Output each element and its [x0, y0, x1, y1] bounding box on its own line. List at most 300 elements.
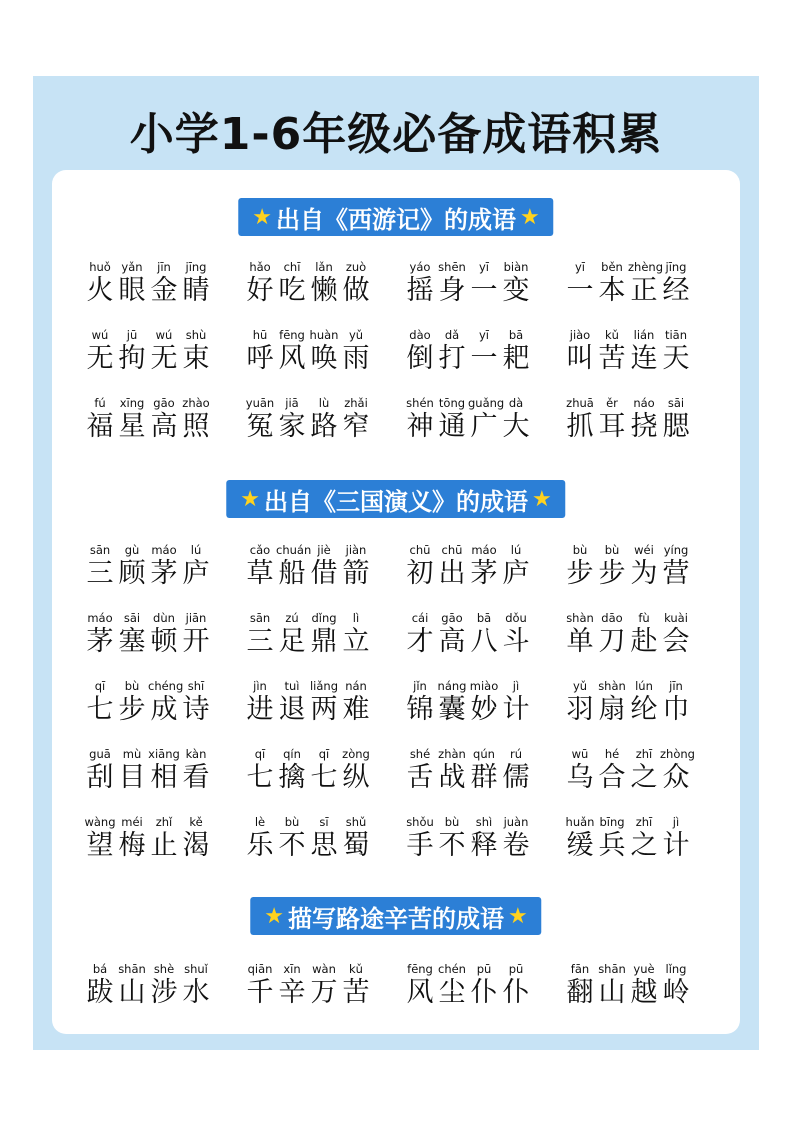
idiom-pinyin [84, 679, 212, 694]
hanzi-character: 难 [342, 694, 370, 725]
idiom-pinyin [404, 260, 532, 275]
pinyin-syllable: xīn [283, 962, 301, 976]
pinyin-syllable: qī [254, 747, 266, 761]
hanzi-character: 茅 [86, 626, 114, 657]
pinyin-syllable: jīn [157, 260, 171, 274]
idiom-characters [564, 343, 692, 375]
pinyin-syllable: kǔ [349, 962, 363, 976]
pinyin-syllable: nán [345, 679, 367, 693]
pinyin-syllable: qī [318, 747, 330, 761]
pinyin-syllable: dùn [153, 611, 175, 625]
idiom-pinyin [404, 543, 532, 558]
pinyin-syllable: zhuā [566, 396, 594, 410]
hanzi-character: 止 [150, 830, 178, 861]
idiom-item [564, 677, 724, 745]
hanzi-character: 大 [502, 411, 530, 442]
pinyin-syllable: cái [411, 611, 429, 625]
pinyin-syllable: bā [508, 328, 524, 342]
pinyin-syllable: sān [249, 611, 271, 625]
idiom-characters [404, 411, 532, 443]
hanzi-character: 山 [598, 977, 626, 1008]
pinyin-syllable: sān [89, 543, 111, 557]
hanzi-character: 群 [470, 762, 498, 793]
hanzi-character: 路 [310, 411, 338, 442]
hanzi-character: 八 [470, 626, 498, 657]
idiom-characters [244, 558, 372, 590]
hanzi-character: 一 [470, 343, 498, 374]
hanzi-character: 顿 [150, 626, 178, 657]
idiom-pinyin [244, 747, 372, 762]
star-icon: ★ [520, 204, 540, 230]
hanzi-character: 连 [630, 343, 658, 374]
pinyin-syllable: kě [189, 815, 203, 829]
pinyin-syllable: jì [672, 815, 680, 829]
pinyin-syllable: náo [633, 396, 655, 410]
hanzi-character: 步 [598, 558, 626, 589]
pinyin-syllable: shuǐ [184, 962, 208, 976]
hanzi-character: 为 [630, 558, 658, 589]
pinyin-syllable: bù [572, 543, 588, 557]
idiom-characters [244, 694, 372, 726]
idiom-item [84, 394, 244, 462]
hanzi-character: 高 [150, 411, 178, 442]
pinyin-syllable: lú [510, 543, 522, 557]
idiom-item [404, 326, 564, 394]
hanzi-character: 好 [246, 275, 274, 306]
hanzi-character: 吃 [278, 275, 306, 306]
hanzi-character: 尘 [438, 977, 466, 1008]
pinyin-syllable: xīng [119, 396, 145, 410]
pinyin-syllable: wū [571, 747, 589, 761]
idiom-pinyin [564, 679, 692, 694]
pinyin-syllable: wàn [312, 962, 336, 976]
pinyin-syllable: hū [252, 328, 268, 342]
hanzi-character: 束 [182, 343, 210, 374]
hanzi-character: 出 [438, 558, 466, 589]
hanzi-character: 缓 [566, 830, 594, 861]
idiom-pinyin [564, 611, 692, 626]
pinyin-syllable: lú [190, 543, 202, 557]
pinyin-syllable: bù [604, 543, 620, 557]
idiom-pinyin [244, 962, 372, 977]
pinyin-syllable: pū [508, 962, 524, 976]
pinyin-syllable: biàn [503, 260, 529, 274]
pinyin-syllable: liǎng [309, 679, 339, 693]
hanzi-character: 三 [246, 626, 274, 657]
idiom-item [564, 745, 724, 813]
hanzi-character: 涉 [150, 977, 178, 1008]
hanzi-character: 七 [310, 762, 338, 793]
hanzi-character: 借 [310, 558, 338, 589]
idiom-pinyin [84, 260, 212, 275]
pinyin-syllable: ěr [606, 396, 618, 410]
hanzi-character: 巾 [662, 694, 690, 725]
hanzi-character: 风 [406, 977, 434, 1008]
pinyin-syllable: bù [444, 815, 460, 829]
hanzi-character: 苦 [598, 343, 626, 374]
pinyin-syllable: jīng [665, 260, 687, 274]
pinyin-syllable: qī [94, 679, 106, 693]
pinyin-syllable: shàn [566, 611, 594, 625]
pinyin-syllable: guā [89, 747, 111, 761]
pinyin-syllable: gāo [441, 611, 463, 625]
hanzi-character: 锦 [406, 694, 434, 725]
hanzi-character: 福 [86, 411, 114, 442]
pinyin-syllable: bá [92, 962, 108, 976]
hanzi-character: 退 [278, 694, 306, 725]
hanzi-character: 兵 [598, 830, 626, 861]
pinyin-syllable: jiào [569, 328, 591, 342]
pinyin-syllable: guǎng [468, 396, 505, 410]
pinyin-syllable: lián [633, 328, 655, 342]
pinyin-syllable: zhī [635, 815, 653, 829]
hanzi-character: 之 [630, 762, 658, 793]
pinyin-syllable: fú [94, 396, 106, 410]
hanzi-character: 懒 [310, 275, 338, 306]
hanzi-character: 不 [278, 830, 306, 861]
idiom-pinyin [84, 815, 212, 830]
pinyin-syllable: zuò [345, 260, 367, 274]
hanzi-character: 塞 [118, 626, 146, 657]
idiom-characters [244, 411, 372, 443]
pinyin-syllable: lǎn [315, 260, 333, 274]
idiom-pinyin [244, 543, 372, 558]
hanzi-character: 合 [598, 762, 626, 793]
idiom-item [244, 960, 404, 1028]
idiom-pinyin [84, 543, 212, 558]
idiom-pinyin [404, 962, 532, 977]
hanzi-character: 翻 [566, 977, 594, 1008]
hanzi-character: 做 [342, 275, 370, 306]
pinyin-syllable: yǔ [348, 328, 364, 342]
hanzi-character: 儒 [502, 762, 530, 793]
pinyin-syllable: pū [476, 962, 492, 976]
idiom-item [404, 258, 564, 326]
idiom-item [84, 258, 244, 326]
idiom-pinyin [84, 396, 212, 411]
pinyin-syllable: lù [318, 396, 330, 410]
idiom-pinyin [84, 747, 212, 762]
pinyin-syllable: bīng [599, 815, 625, 829]
idiom-characters [244, 977, 372, 1009]
hanzi-character: 经 [662, 275, 690, 306]
hanzi-character: 叫 [566, 343, 594, 374]
hanzi-character: 手 [406, 830, 434, 861]
pinyin-syllable: qiān [247, 962, 273, 976]
idiom-item [404, 677, 564, 745]
pinyin-syllable: sāi [667, 396, 685, 410]
idiom-pinyin [84, 611, 212, 626]
pinyin-syllable: zòng [342, 747, 370, 761]
pinyin-syllable: fù [638, 611, 650, 625]
hanzi-character: 足 [278, 626, 306, 657]
pinyin-syllable: huàn [309, 328, 339, 342]
idiom-characters [564, 626, 692, 658]
idiom-item [84, 541, 244, 609]
pinyin-syllable: cǎo [249, 543, 271, 557]
pinyin-syllable: dāo [601, 611, 623, 625]
pinyin-syllable: chéng [148, 679, 184, 693]
idiom-item [244, 326, 404, 394]
pinyin-syllable: chū [441, 543, 463, 557]
idiom-characters [244, 626, 372, 658]
pinyin-syllable: huǎn [565, 815, 595, 829]
hanzi-character: 进 [246, 694, 274, 725]
idiom-characters [84, 977, 212, 1009]
idiom-pinyin [564, 962, 692, 977]
hanzi-character: 照 [182, 411, 210, 442]
hanzi-character: 羽 [566, 694, 594, 725]
pinyin-syllable: dǐng [311, 611, 337, 625]
hanzi-character: 跋 [86, 977, 114, 1008]
idiom-item [244, 745, 404, 813]
pinyin-syllable: tuì [284, 679, 300, 693]
pinyin-syllable: shān [598, 962, 626, 976]
pinyin-syllable: wéi [634, 543, 654, 557]
idiom-characters [84, 626, 212, 658]
idiom-item [244, 541, 404, 609]
pinyin-syllable: tōng [438, 396, 466, 410]
content-card [52, 170, 740, 1034]
hanzi-character: 目 [118, 762, 146, 793]
star-icon: ★ [264, 903, 284, 929]
hanzi-character: 之 [630, 830, 658, 861]
pinyin-syllable: jǐn [413, 679, 427, 693]
idiom-pinyin [84, 328, 212, 343]
hanzi-character: 辛 [278, 977, 306, 1008]
hanzi-character: 茅 [470, 558, 498, 589]
hanzi-character: 打 [438, 343, 466, 374]
hanzi-character: 倒 [406, 343, 434, 374]
pinyin-syllable: wú [91, 328, 109, 342]
pinyin-syllable: chī [283, 260, 301, 274]
idiom-pinyin [244, 815, 372, 830]
hanzi-character: 本 [598, 275, 626, 306]
pinyin-syllable: kàn [185, 747, 207, 761]
pinyin-syllable: jū [126, 328, 138, 342]
hanzi-character: 窄 [342, 411, 370, 442]
pinyin-syllable: shàn [598, 679, 626, 693]
pinyin-syllable: shēn [438, 260, 466, 274]
hanzi-character: 仆 [470, 977, 498, 1008]
idiom-pinyin [404, 679, 532, 694]
section-header-label: 出自《西游记》的成语 [276, 205, 516, 234]
pinyin-syllable: fēng [407, 962, 433, 976]
hanzi-character: 步 [566, 558, 594, 589]
pinyin-syllable: hé [604, 747, 620, 761]
hanzi-character: 变 [502, 275, 530, 306]
poster [33, 76, 759, 1050]
hanzi-character: 营 [662, 558, 690, 589]
idiom-item [564, 813, 724, 881]
idiom-characters [404, 343, 532, 375]
hanzi-character: 刀 [598, 626, 626, 657]
hanzi-character: 睛 [182, 275, 210, 306]
pinyin-syllable: zhǐ [155, 815, 173, 829]
hanzi-character: 战 [438, 762, 466, 793]
hanzi-character: 初 [406, 558, 434, 589]
hanzi-character: 天 [662, 343, 690, 374]
hanzi-character: 成 [150, 694, 178, 725]
hanzi-character: 身 [438, 275, 466, 306]
pinyin-syllable: zhī [635, 747, 653, 761]
idiom-item [244, 677, 404, 745]
hanzi-character: 蜀 [342, 830, 370, 861]
hanzi-character: 渴 [182, 830, 210, 861]
hanzi-character: 摇 [406, 275, 434, 306]
hanzi-character: 七 [86, 694, 114, 725]
idiom-pinyin [564, 815, 692, 830]
idiom-item [564, 541, 724, 609]
idiom-characters [564, 762, 692, 794]
hanzi-character: 无 [150, 343, 178, 374]
hanzi-character: 无 [86, 343, 114, 374]
pinyin-syllable: lǐng [665, 962, 687, 976]
pinyin-syllable: chuán [276, 543, 312, 557]
idiom-item [564, 609, 724, 677]
pinyin-syllable: jīn [669, 679, 683, 693]
idiom-item [84, 609, 244, 677]
idiom-characters [404, 694, 532, 726]
pinyin-syllable: máo [471, 543, 497, 557]
pinyin-syllable: kǔ [605, 328, 619, 342]
pinyin-syllable: rú [509, 747, 523, 761]
hanzi-character: 卷 [502, 830, 530, 861]
idiom-characters [84, 558, 212, 590]
idiom-item [564, 258, 724, 326]
pinyin-syllable: yī [574, 260, 585, 274]
idiom-item [244, 609, 404, 677]
hanzi-character: 抓 [566, 411, 594, 442]
pinyin-syllable: yuān [245, 396, 275, 410]
pinyin-syllable: huǒ [89, 260, 111, 274]
star-icon: ★ [508, 903, 528, 929]
pinyin-syllable: bù [124, 679, 140, 693]
hanzi-character: 思 [310, 830, 338, 861]
pinyin-syllable: sī [319, 815, 329, 829]
pinyin-syllable: zú [285, 611, 299, 625]
idiom-characters [84, 275, 212, 307]
pinyin-syllable: jīng [185, 260, 207, 274]
idiom-item [564, 394, 724, 462]
pinyin-syllable: lún [635, 679, 653, 693]
pinyin-syllable: běn [601, 260, 623, 274]
idiom-pinyin [404, 611, 532, 626]
section-header-label: 出自《三国演义》的成语 [264, 487, 528, 516]
idiom-pinyin [244, 328, 372, 343]
star-icon: ★ [240, 486, 260, 512]
hanzi-character: 高 [438, 626, 466, 657]
idiom-item [404, 813, 564, 881]
idiom-grid-lutu [84, 960, 724, 1028]
hanzi-character: 乌 [566, 762, 594, 793]
pinyin-syllable: mù [122, 747, 142, 761]
hanzi-character: 水 [182, 977, 210, 1008]
hanzi-character: 箭 [342, 558, 370, 589]
idiom-characters [84, 762, 212, 794]
idiom-pinyin [564, 260, 692, 275]
idiom-characters [84, 411, 212, 443]
pinyin-syllable: shì [475, 815, 493, 829]
section-header-sanguo [226, 480, 565, 518]
idiom-characters [404, 977, 532, 1009]
hanzi-character: 开 [182, 626, 210, 657]
hanzi-character: 扇 [598, 694, 626, 725]
hanzi-character: 风 [278, 343, 306, 374]
hanzi-character: 七 [246, 762, 274, 793]
hanzi-character: 单 [566, 626, 594, 657]
pinyin-syllable: jiā [285, 396, 299, 410]
hanzi-character: 岭 [662, 977, 690, 1008]
hanzi-character: 金 [150, 275, 178, 306]
idiom-pinyin [404, 747, 532, 762]
hanzi-character: 火 [86, 275, 114, 306]
pinyin-syllable: hǎo [249, 260, 271, 274]
pinyin-syllable: shǔ [345, 815, 367, 829]
hanzi-character: 舌 [406, 762, 434, 793]
idiom-item [84, 813, 244, 881]
pinyin-syllable: yǎn [121, 260, 143, 274]
idiom-characters [564, 694, 692, 726]
pinyin-syllable: jì [512, 679, 520, 693]
pinyin-syllable: jiè [317, 543, 331, 557]
pinyin-syllable: yī [478, 328, 489, 342]
idiom-item [244, 394, 404, 462]
hanzi-character: 眼 [118, 275, 146, 306]
hanzi-character: 不 [438, 830, 466, 861]
pinyin-syllable: shān [118, 962, 146, 976]
hanzi-character: 乐 [246, 830, 274, 861]
section-header-label: 描写路途辛苦的成语 [288, 904, 504, 933]
hanzi-character: 庐 [182, 558, 210, 589]
pinyin-syllable: méi [121, 815, 143, 829]
idiom-characters [564, 558, 692, 590]
hanzi-character: 一 [566, 275, 594, 306]
hanzi-character: 茅 [150, 558, 178, 589]
idiom-characters [404, 558, 532, 590]
idiom-pinyin [84, 962, 212, 977]
hanzi-character: 仆 [502, 977, 530, 1008]
idiom-pinyin [244, 396, 372, 411]
hanzi-character: 诗 [182, 694, 210, 725]
hanzi-character: 船 [278, 558, 306, 589]
idiom-item [84, 677, 244, 745]
pinyin-syllable: yíng [663, 543, 689, 557]
hanzi-character: 三 [86, 558, 114, 589]
hanzi-character: 斗 [502, 626, 530, 657]
pinyin-syllable: chū [409, 543, 431, 557]
hanzi-character: 顾 [118, 558, 146, 589]
pinyin-syllable: gù [124, 543, 140, 557]
hanzi-character: 释 [470, 830, 498, 861]
hanzi-character: 正 [630, 275, 658, 306]
pinyin-syllable: jiān [185, 611, 207, 625]
hanzi-character: 会 [662, 626, 690, 657]
idiom-pinyin [564, 543, 692, 558]
idiom-characters [564, 830, 692, 862]
idiom-grid-xiyouji [84, 258, 724, 462]
pinyin-syllable: shé [409, 747, 431, 761]
hanzi-character: 挠 [630, 411, 658, 442]
idiom-characters [404, 275, 532, 307]
pinyin-syllable: jiàn [345, 543, 367, 557]
hanzi-character: 通 [438, 411, 466, 442]
pinyin-syllable: zhèng [628, 260, 663, 274]
pinyin-syllable: wàng [84, 815, 116, 829]
idiom-item [244, 258, 404, 326]
idiom-item [244, 813, 404, 881]
page-title: 小学1-6年级必备成语积累 [129, 109, 663, 160]
